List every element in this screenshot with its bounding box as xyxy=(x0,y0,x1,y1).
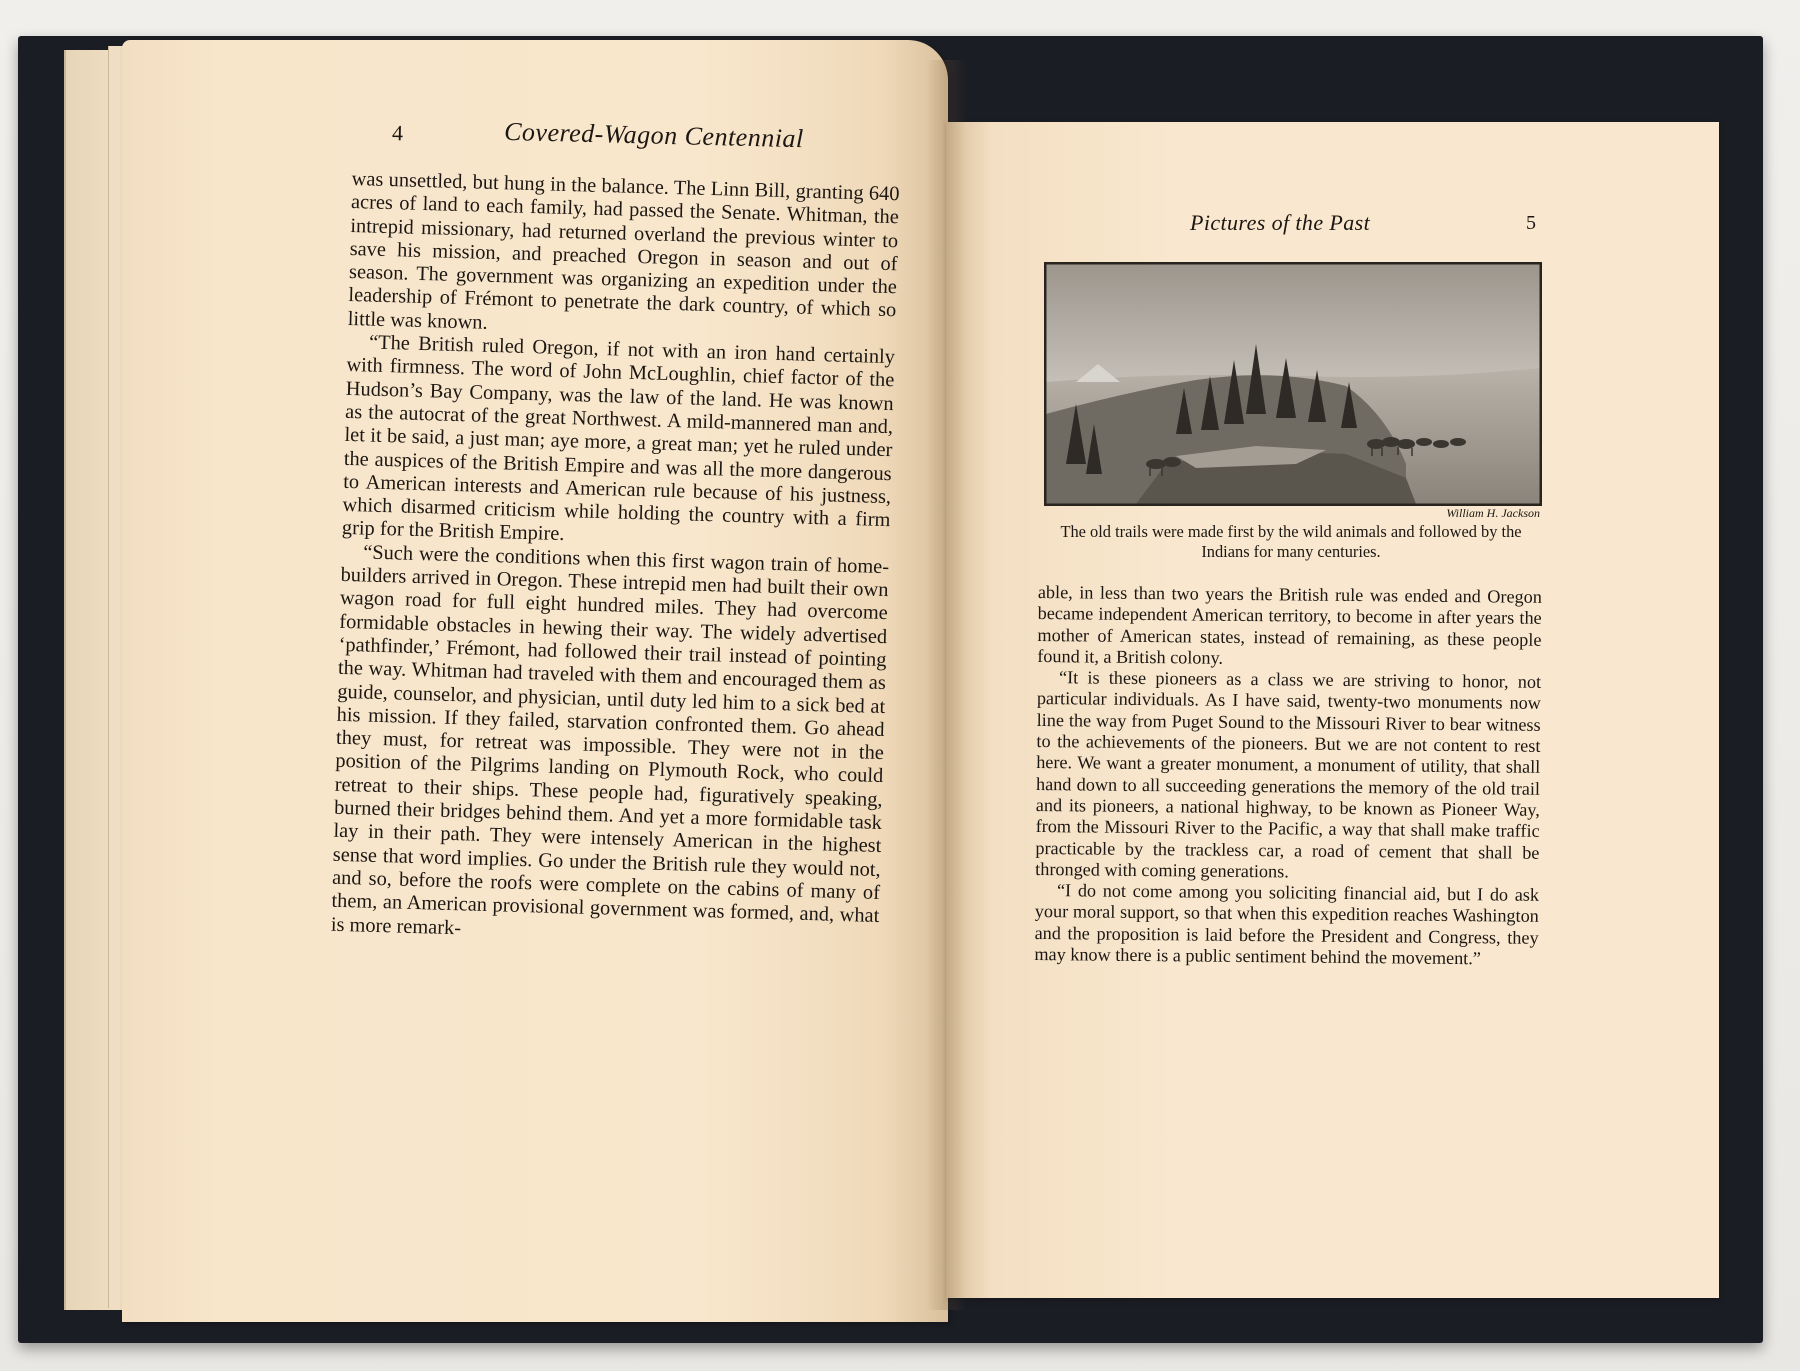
right-running-title: Pictures of the Past xyxy=(1190,210,1371,235)
right-paragraph: “I do not come among you soliciting financial aid, but I do ask your moral support, so that when this expedition reaches Washington and the proposition is laid before the President and Congress, they may know there is a public sentiment behind the movement.” xyxy=(1034,880,1540,969)
right-paragraph: “It is these pioneers as a class we are striving to honor, not particular individuals. As I have said, twenty-two monuments now line the way from Puget Sound to the Missouri River to bear witness to the achievements of the pioneers. But we are not content to rest here. We want a greater monument, a monument of utility, that shall hand down to all succeeding generations the memory of the old trail and its pioneers, a national highway, to be known as Pioneer Way, from the Missouri River to the Pacific, a way that shall make traffic practicable by the trackless car, a road of cement that shall be thronged with coming generations. xyxy=(1035,667,1542,882)
left-paragraph: “Such were the conditions when this first wagon train of home-builders arrived in Oregon. These intrepid men had built their own wagon road for full eight hundred miles. They had overcome formidable obstacles in hewing their way. The widely advertised ‘pathfinder,’ Frémont, had followed their trail instead of pointing the way. Whitman had traveled with them and encouraged them as guide, counselor, and physician, until duty led him to a sick bed at his mission. If they failed, starvation confronted them. Go ahead they must, for retreat was impossible. They were not in the position of the Pilgrims landing on Plymouth Rock, who could retreat to their ships. These people had, figuratively speaking, burned their bridges behind them. And yet a more formidable task lay in their path. They were intensely American in the highest sense that word implies. Go under the British rule they would not, and so, before the roofs were complete on the cabins of many of them, an American provisional government was formed, and, what is more remark- xyxy=(330,541,890,939)
right-paragraph: able, in less than two years the British rule was ended and Oregon became independent American territory, to become in after years the mother of American states, instead of remaining, as these people found it, a British colony. xyxy=(1037,582,1542,668)
left-page-number: 4 xyxy=(391,120,404,146)
book-gutter xyxy=(926,60,966,1310)
landscape-illustration-art xyxy=(1046,264,1540,504)
left-paragraph: was unsettled, but hung in the balance. The Linn Bill, granting 640 acres of land to each family, had passed the Senate. Whitman, the intrepid missionary, had returned overland the previous winter to save his mission, and preached Oregon in season and out of season. The government was organizing an expedition under the leadership of Frémont to penetrate the dark country, of which so little was known. xyxy=(347,168,900,334)
illustration-caption: The old trails were made first by the wild animals and followed by the Indians for many centuries. xyxy=(1060,522,1522,561)
left-running-title: Covered-Wagon Centennial xyxy=(503,116,805,154)
left-page-body xyxy=(331,168,900,952)
left-paragraph: “The British ruled Oregon, if not with an iron hand certainly with firmness. The word of John McLoughlin, chief factor of the Hudson’s Bay Company, was the law of the land. He was known as the autocrat of the great Northwest. A mild-mannered man and, let it be said, a just man; aye more, a great man; yet he ruled under the auspices of the British Empire and was all the more dangerous to American interests and American rule because of his justness, which disarmed criticism while holding the country with a firm grip for the British Empire. xyxy=(341,331,896,546)
illustration-credit: William H. Jackson xyxy=(1446,506,1540,520)
right-page-body xyxy=(1034,582,1542,970)
landscape-illustration xyxy=(1044,262,1542,506)
right-page-number: 5 xyxy=(1526,212,1536,234)
right-page-header xyxy=(1186,210,1546,242)
